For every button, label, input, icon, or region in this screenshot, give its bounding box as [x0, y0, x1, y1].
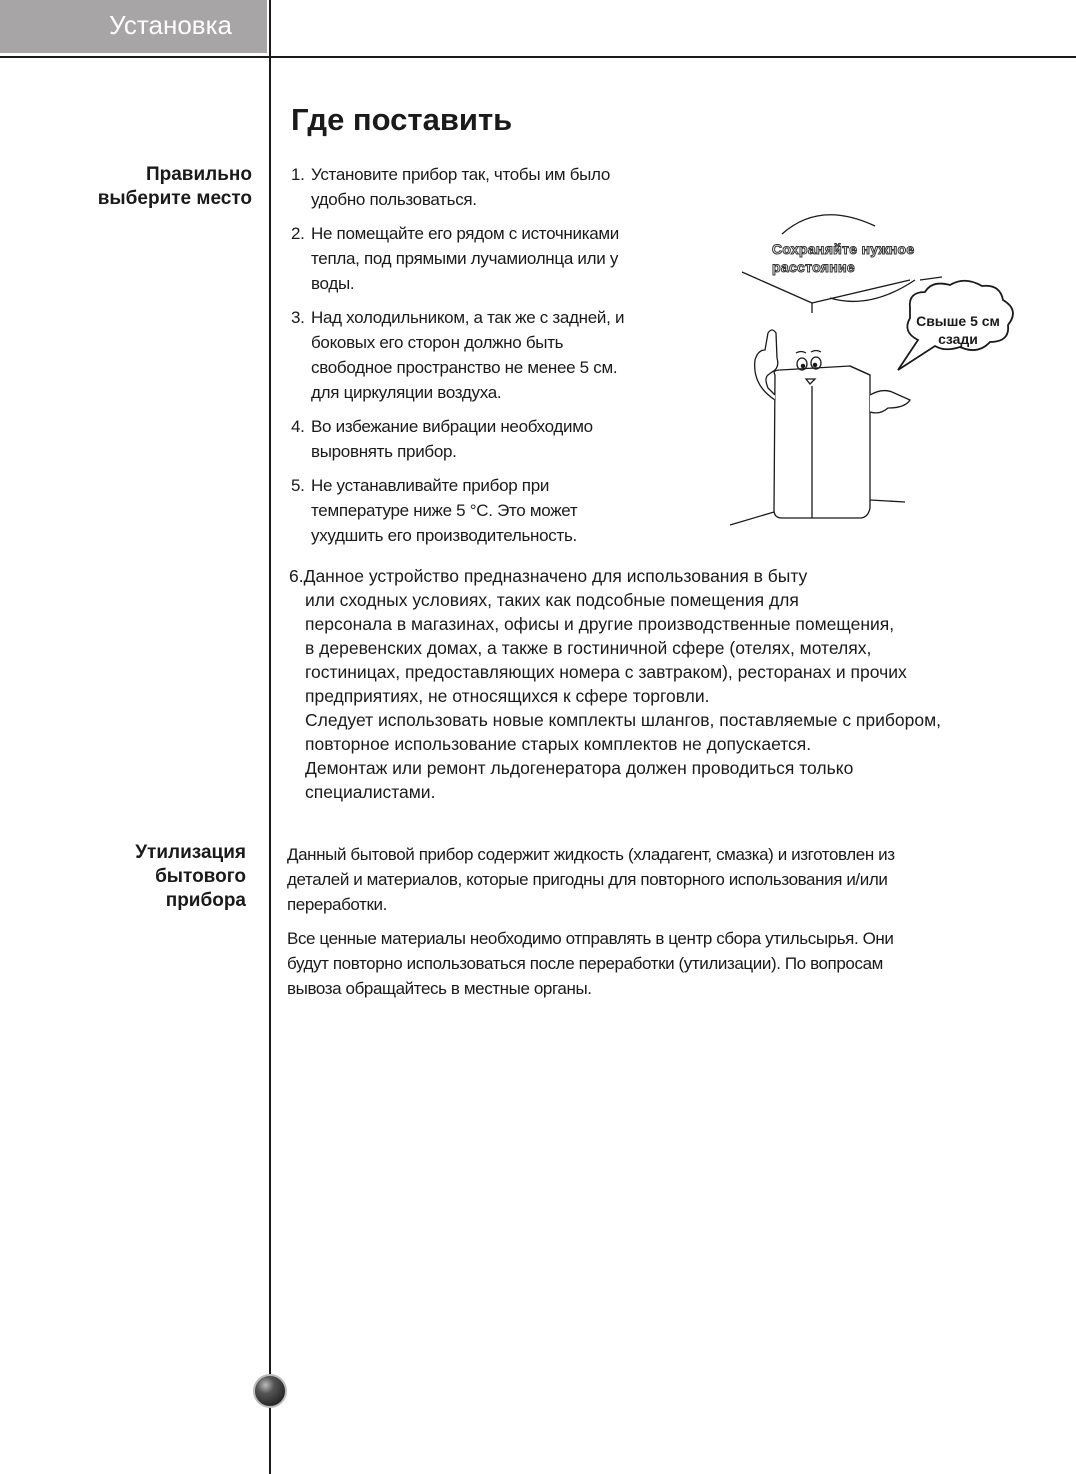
paragraph-line: Демонтаж или ремонт льдогенератора должен проводиться только	[305, 758, 854, 778]
item-line: тепла, под прямыми лучамиолнца или у	[311, 249, 619, 268]
paragraph-line: или сходных условиях, таких как подсобные помещения для	[305, 590, 799, 610]
caption-line: расстояние	[772, 259, 855, 275]
paragraph-line: предприятиях, не относящихся к сфере торговли.	[305, 686, 710, 706]
item-number: 3.	[291, 308, 305, 327]
item-line: температуре ниже 5 °C. Это может	[311, 501, 578, 520]
keep-distance-caption	[772, 240, 914, 276]
item-line: Во избежание вибрации необходимо	[311, 417, 593, 436]
label-line: выберите место	[97, 188, 252, 209]
paragraph-line: 6.Данное устройство предназначено для использования в быту	[289, 566, 808, 586]
paragraph-line: повторное использование старых комплектов не допускается.	[305, 734, 812, 754]
section-tab	[0, 0, 267, 53]
item-number: 1.	[291, 165, 305, 184]
paragraph-line: Данный бытовой прибор содержит жидкость (хладагент, смазка) и изготовлен из	[287, 845, 895, 864]
label-line: бытового	[155, 866, 246, 887]
placement-list	[291, 162, 671, 557]
item-line: для циркуляции воздуха.	[311, 383, 502, 402]
paragraph-line: гостиницах, предоставляющих номера с завтраком), ресторанах и прочих	[305, 662, 907, 682]
item-number: 4.	[291, 417, 305, 436]
fridge-illustration	[720, 200, 1040, 540]
paragraph-line: в деревенских домах, а также в гостиничной сфере (отелях, мотелях,	[305, 638, 872, 658]
paragraph-line: переработки.	[287, 895, 387, 914]
item-6-paragraph	[289, 564, 1049, 804]
page-title: Где поставить	[291, 102, 513, 137]
paragraph-line: персонала в магазинах, офисы и другие производственные помещения,	[305, 614, 895, 634]
item-line: ухудшить его производительность.	[311, 526, 577, 545]
label-line: прибора	[165, 890, 246, 911]
section-label-placement	[98, 163, 252, 211]
paragraph-line: Следует использовать новые комплекты шлангов, поставляемые с прибором,	[305, 710, 942, 730]
paragraph-line: будут повторно использоваться после переработки (утилизации). По вопросам	[287, 954, 883, 973]
item-line: выровнять прибор.	[311, 442, 457, 461]
item-line: Установите прибор так, чтобы им было	[311, 165, 611, 184]
paragraph	[287, 926, 1007, 1001]
speech-bubble-text	[903, 312, 1013, 348]
item-number: 5.	[291, 476, 305, 495]
section-tab-label: Установка	[109, 10, 232, 40]
paragraph	[287, 842, 1007, 917]
paragraph-line: Все ценные материалы необходимо отправлять в центр сбора утильсырья. Они	[287, 929, 894, 948]
item-line: удобно пользоваться.	[311, 190, 477, 209]
item-line: Не устанавливайте прибор при	[311, 476, 550, 495]
list-item	[291, 221, 671, 296]
bubble-line: Свыше 5 см	[916, 313, 1000, 329]
header-divider	[0, 56, 1076, 58]
item-line: воды.	[311, 274, 355, 293]
caption-line: Сохраняйте нужное	[772, 241, 915, 257]
section-label-disposal	[135, 841, 246, 913]
item-number: 2.	[291, 224, 305, 243]
disposal-text	[287, 842, 1007, 1010]
paragraph-line: деталей и материалов, которые пригодны для повторного использования и/или	[287, 870, 888, 889]
item-line: Над холодильником, а так же с задней, и	[311, 308, 625, 327]
list-item	[291, 162, 671, 212]
item-line: Не помещайте его рядом с источниками	[311, 224, 619, 243]
label-line: Правильно	[145, 164, 252, 185]
item-line: свободное пространство не менее 5 см.	[311, 358, 618, 377]
label-line: Утилизация	[135, 842, 246, 863]
column-divider	[269, 0, 271, 1474]
paragraph-line: вывоза обращайтесь в местные органы.	[287, 979, 592, 998]
bubble-line: сзади	[938, 331, 978, 347]
item-line: боковых его сторон должно быть	[311, 333, 564, 352]
list-item	[291, 414, 671, 464]
list-item	[291, 473, 671, 548]
page-marker-ball-icon	[253, 1374, 287, 1408]
list-item	[291, 305, 671, 405]
paragraph-line: специалистами.	[305, 782, 436, 802]
